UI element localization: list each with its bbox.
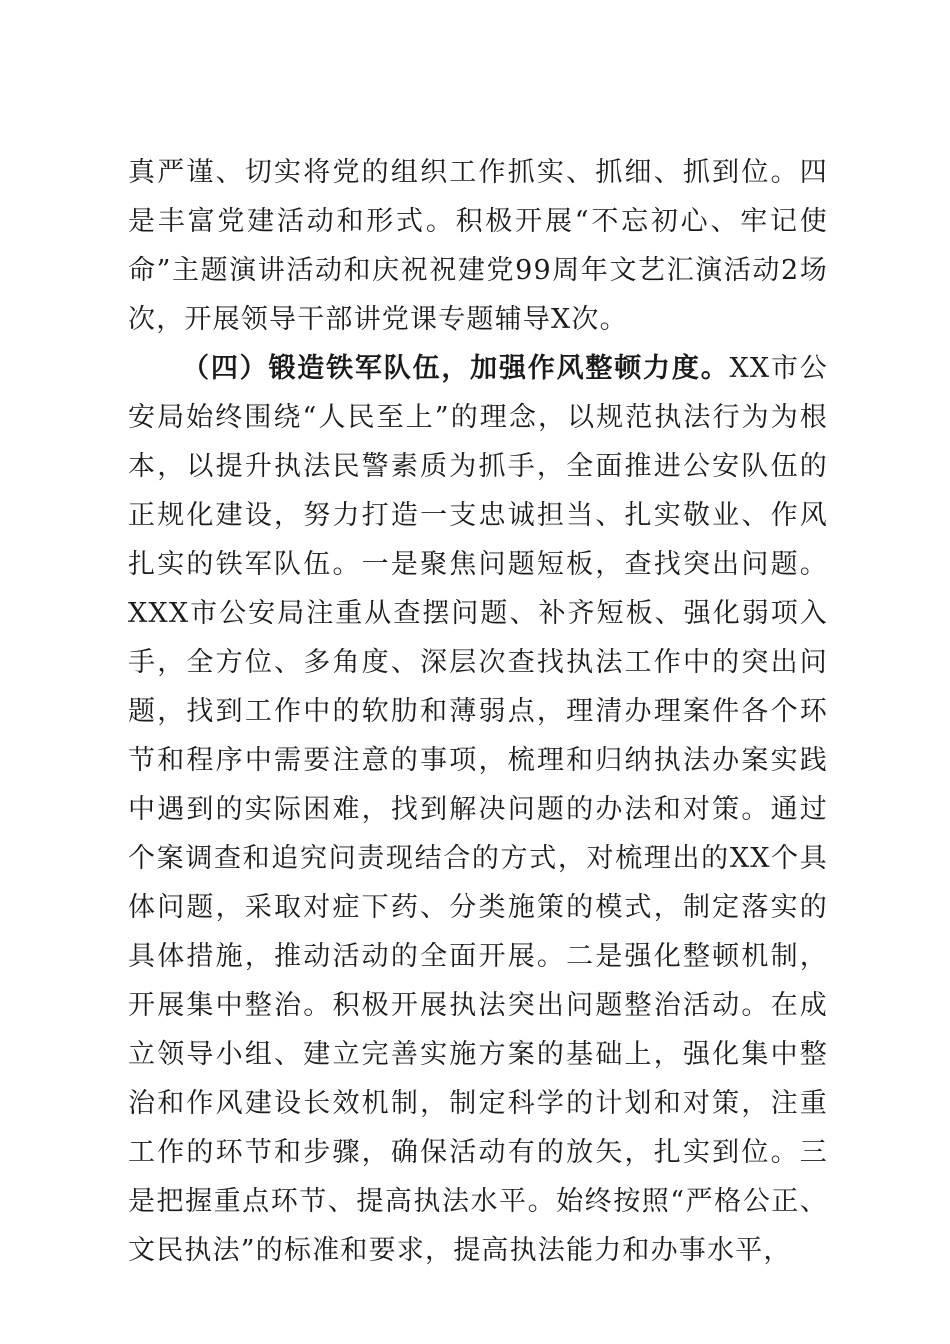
section-body: XX市公安局始终围绕“人民至上”的理念，以规范执法行为为根本，以提升执法民警素质为抓手，全面推进公安队伍的正规化建设，努力打造一支忠诚担当、扎实敬业、作风扎实的铁军队伍。一是聚焦问题短板，查找突出问题。XXX市公安局注重从查摆问题、补齐短板、强化弱项入手，全方位、多角度、深层次查找执法工作中的突出问题，找到工作中的软肋和薄弱点，理清办理案件各个环节和程序中需要注意的事项，梳理和归纳执法办案实践中遇到的实际困难，找到解决问题的办法和对策。通过个案调查和追究问责现结合的方式，对梳理出的XX个具体问题，采取对症下药、分类施策的模式，制定落实的具体措施，推动活动的全面开展。二是强化整顿机制，开展集中整治。积极开展执法突出问题整治活动。在成立领导小组、建立完善实施方案的基础上，强化集中整治和作风建设长效机制，制定科学的计划和对策，注重工作的环节和步骤，确保活动有的放矢，扎实到位。三是把握重点环节、提高执法水平。始终按照“严格公正、文民执法”的标准和要求，提高执法能力和办事水平， [128,353,828,1266]
document-body [128,148,828,1275]
section-paragraph [128,344,828,1275]
paragraph-continuation: 真严谨、切实将党的组织工作抓实、抓细、抓到位。四是丰富党建活动和形式。积极开展“不忘初心、牢记使命”主题演讲活动和庆祝祝建党99周年文艺汇演活动2场次，开展领导干部讲党课专题辅导X次。 [128,157,828,335]
section-heading: （四）锻造铁军队伍，加强作风整顿力度。 [182,353,730,384]
